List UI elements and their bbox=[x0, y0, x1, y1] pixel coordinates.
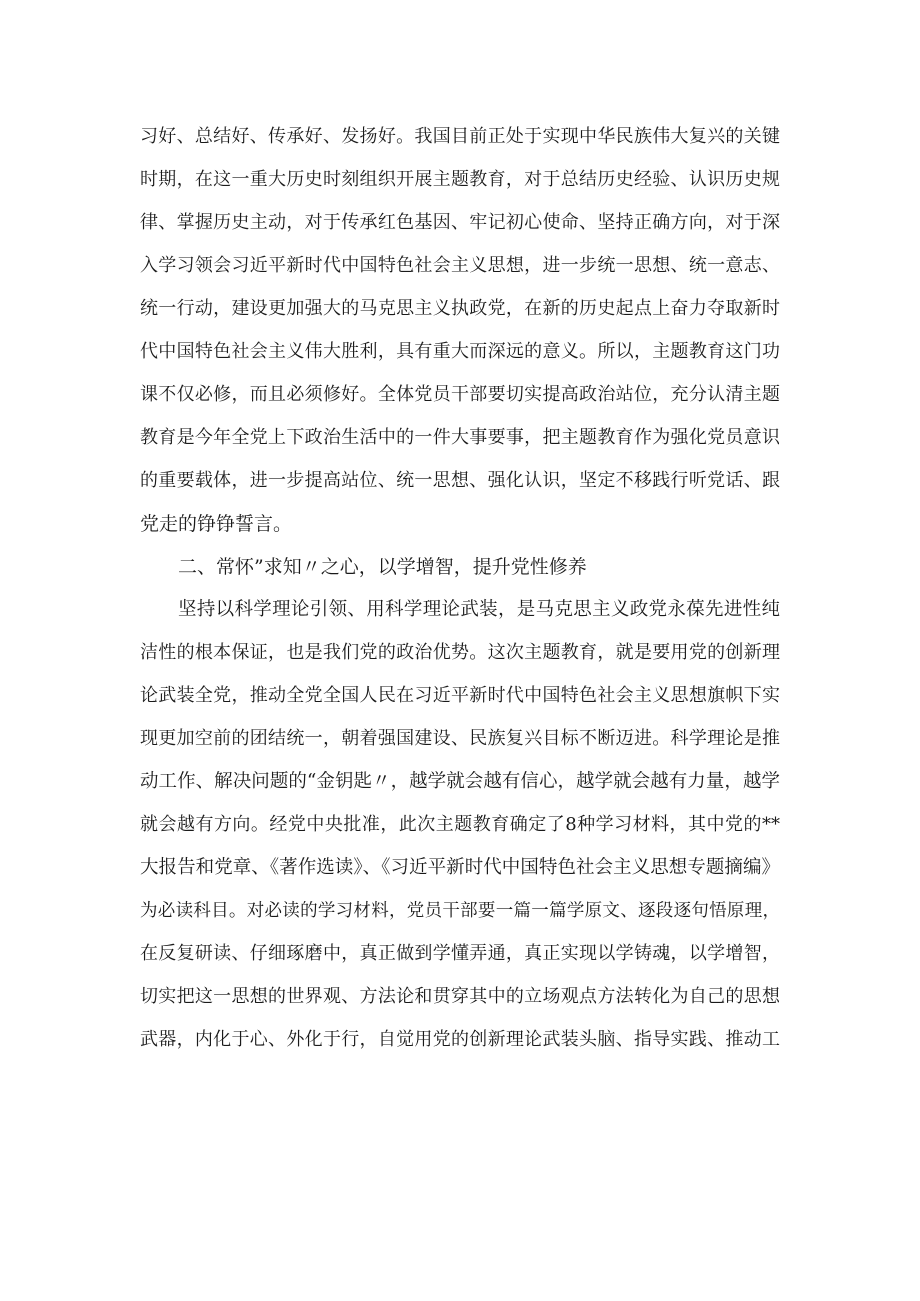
paragraph-2-line-4: 现更加空前的团结统一，朝着强国建设、民族复兴目标不断迈进。科学理论是推 bbox=[140, 728, 780, 749]
paragraph-1-line-1: 习好、总结好、传承好、发扬好。我国目前正处于实现中华民族伟大复兴的关键 bbox=[140, 126, 780, 147]
paragraph-1-line-4: 入学习领会习近平新时代中国特色社会主义思想，进一步统一思想、统一意志、 bbox=[140, 255, 780, 276]
paragraph-1-line-6: 代中国特色社会主义伟大胜利，具有重大而深远的意义。所以，主题教育这门功 bbox=[140, 341, 780, 362]
section-heading: 二、常怀”求知〃之心，以学增智，提升党性修养 bbox=[178, 556, 587, 578]
paragraph-2-line-9: 在反复研读、仔细琢磨中，真正做到学懂弄通，真正实现以学铸魂，以学增智， bbox=[140, 943, 780, 964]
paragraph-1-line-3: 律、掌握历史主动，对于传承红色基因、牢记初心使命、坚持正确方向，对于深 bbox=[140, 212, 780, 233]
paragraph-2-line-8: 为必读科目。对必读的学习材料，党员干部要一篇一篇学原文、逐段逐句悟原理， bbox=[140, 901, 780, 921]
paragraph-1-line-10: 党走的铮铮誓言。 bbox=[140, 513, 293, 535]
paragraph-1-line-5: 统一行动，建设更加强大的马克思主义执政党，在新的历史起点上奋力夺取新时 bbox=[140, 298, 780, 319]
paragraph-2-line-7: 大报告和党章、《著作选读》、《习近平新时代中国特色社会主义思想专题摘编》 bbox=[140, 857, 780, 878]
paragraph-2-line-6: 就会越有方向。经党中央批准，此次主题教育确定了8种学习材料，其中党的** bbox=[140, 814, 780, 835]
paragraph-2-line-3: 论武装全党，推动全党全国人民在习近平新时代中国特色社会主义思想旗帜下实 bbox=[140, 685, 780, 706]
paragraph-1-line-7: 课不仅必修，而且必须修好。全体党员干部要切实提高政治站位，充分认清主题 bbox=[140, 384, 780, 405]
paragraph-2-line-11: 武器，内化于心、外化于行，自觉用党的创新理论武装头脑、指导实践、推动工 bbox=[140, 1029, 780, 1050]
paragraph-2-line-1: 坚持以科学理论引领、用科学理论武装，是马克思主义政党永葆先进性纯 bbox=[178, 599, 780, 620]
paragraph-1-line-2: 时期，在这一重大历史时刻组织开展主题教育，对于总结历史经验、认识历史规 bbox=[140, 169, 780, 190]
paragraph-1-line-8: 教育是今年全党上下政治生活中的一件大事要事，把主题教育作为强化党员意识 bbox=[140, 427, 780, 448]
paragraph-1-line-9: 的重要载体，进一步提高站位、统一思想、强化认识，坚定不移践行听党话、跟 bbox=[140, 470, 780, 491]
paragraph-2-line-2: 洁性的根本保证，也是我们党的政治优势。这次主题教育，就是要用党的创新理 bbox=[140, 642, 780, 663]
paragraph-2-line-5: 动工作、解决问题的“金钥匙〃，越学就会越有信心，越学就会越有力量，越学 bbox=[140, 771, 780, 792]
paragraph-2-line-10: 切实把这一思想的世界观、方法论和贯穿其中的立场观点方法转化为自己的思想 bbox=[140, 986, 780, 1007]
